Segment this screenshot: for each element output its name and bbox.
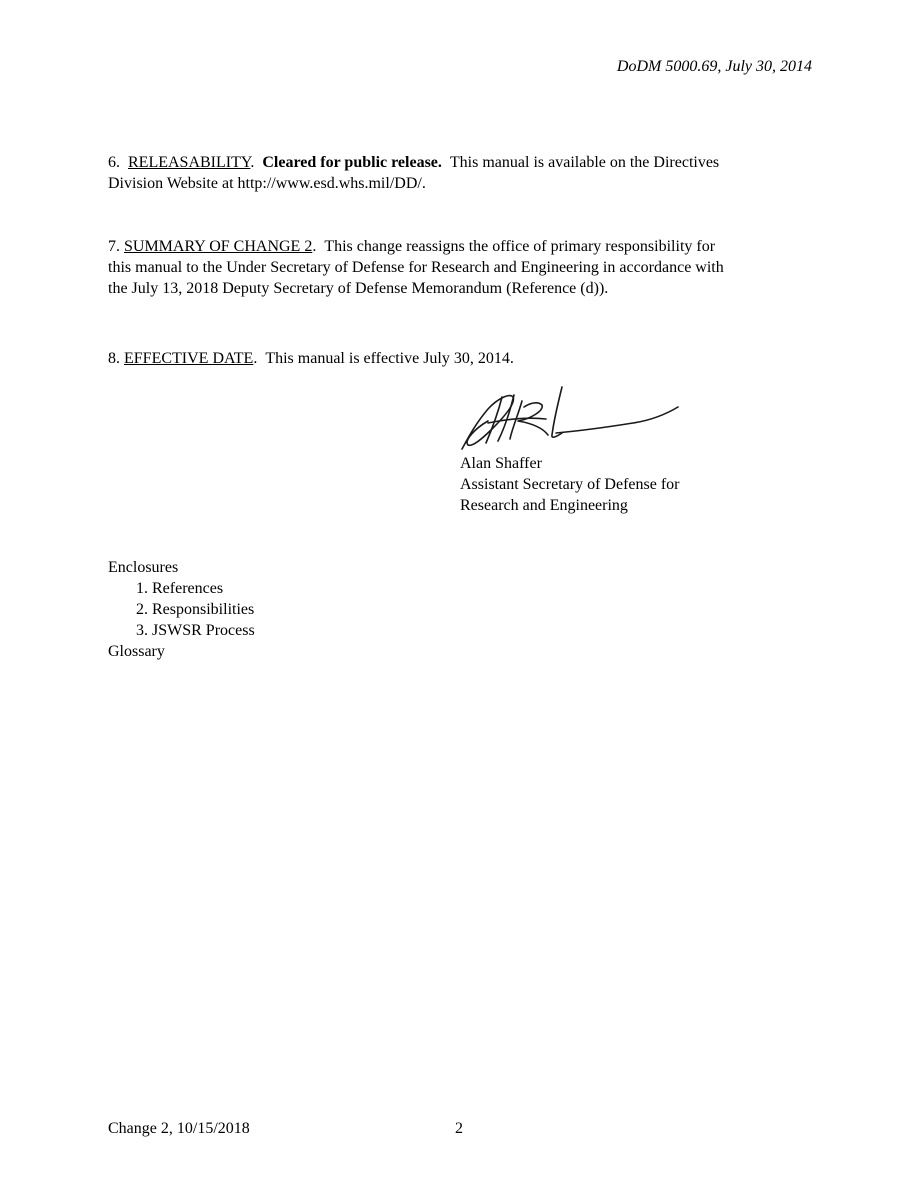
summary-heading: SUMMARY OF CHANGE 2: [124, 238, 313, 255]
releasability-line-1: 6. RELEASABILITY. Cleared for public release. This manual is available on the Directives: [108, 154, 720, 171]
enclosures-heading: Enclosures: [108, 559, 179, 576]
effective-heading: EFFECTIVE DATE: [124, 350, 254, 367]
document-reference-header: DoDM 5000.69, July 30, 2014: [616, 58, 812, 75]
effective-number: 8.: [108, 350, 120, 367]
releasability-heading: RELEASABILITY: [128, 154, 251, 171]
effective-text: This manual is effective July 30, 2014.: [265, 350, 514, 367]
enclosure-item: 3. JSWSR Process: [136, 622, 255, 639]
effective-line: 8. EFFECTIVE DATE. This manual is effective July 30, 2014.: [108, 350, 514, 367]
handwritten-signature: [458, 383, 683, 455]
releasability-number: 6.: [108, 154, 120, 171]
releasability-bold-text: Cleared for public release.: [262, 154, 442, 171]
footer-change-info: Change 2, 10/15/2018: [108, 1120, 250, 1137]
summary-text: This change reassigns the office of primary responsibility for: [324, 238, 716, 255]
signatory-title-line-1: Assistant Secretary of Defense for: [460, 476, 680, 493]
signature-block: [460, 453, 679, 516]
summary-number: 7.: [108, 238, 120, 255]
glossary-entry: Glossary: [108, 643, 165, 660]
section-effective-date: [108, 348, 813, 369]
page-number: 2: [455, 1120, 463, 1137]
enclosure-item: 2. Responsibilities: [136, 601, 255, 618]
releasability-line-2: Division Website at http://www.esd.whs.mil/DD/.: [108, 175, 426, 192]
signatory-name: Alan Shaffer: [460, 455, 542, 472]
enclosure-item: 1. References: [136, 580, 224, 597]
summary-line-2: this manual to the Under Secretary of Defense for Research and Engineering in accordance with: [108, 259, 724, 276]
summary-line-3: the July 13, 2018 Deputy Secretary of Defense Memorandum (Reference (d)).: [108, 280, 609, 297]
enclosures-list: [108, 557, 255, 662]
releasability-text: This manual is available on the Directives: [449, 154, 720, 171]
section-releasability: [108, 152, 813, 194]
signatory-title-line-2: Research and Engineering: [460, 497, 628, 514]
section-summary-of-change: [108, 236, 813, 299]
summary-line-1: 7. SUMMARY OF CHANGE 2. This change reassigns the office of primary responsibility for: [108, 238, 716, 255]
